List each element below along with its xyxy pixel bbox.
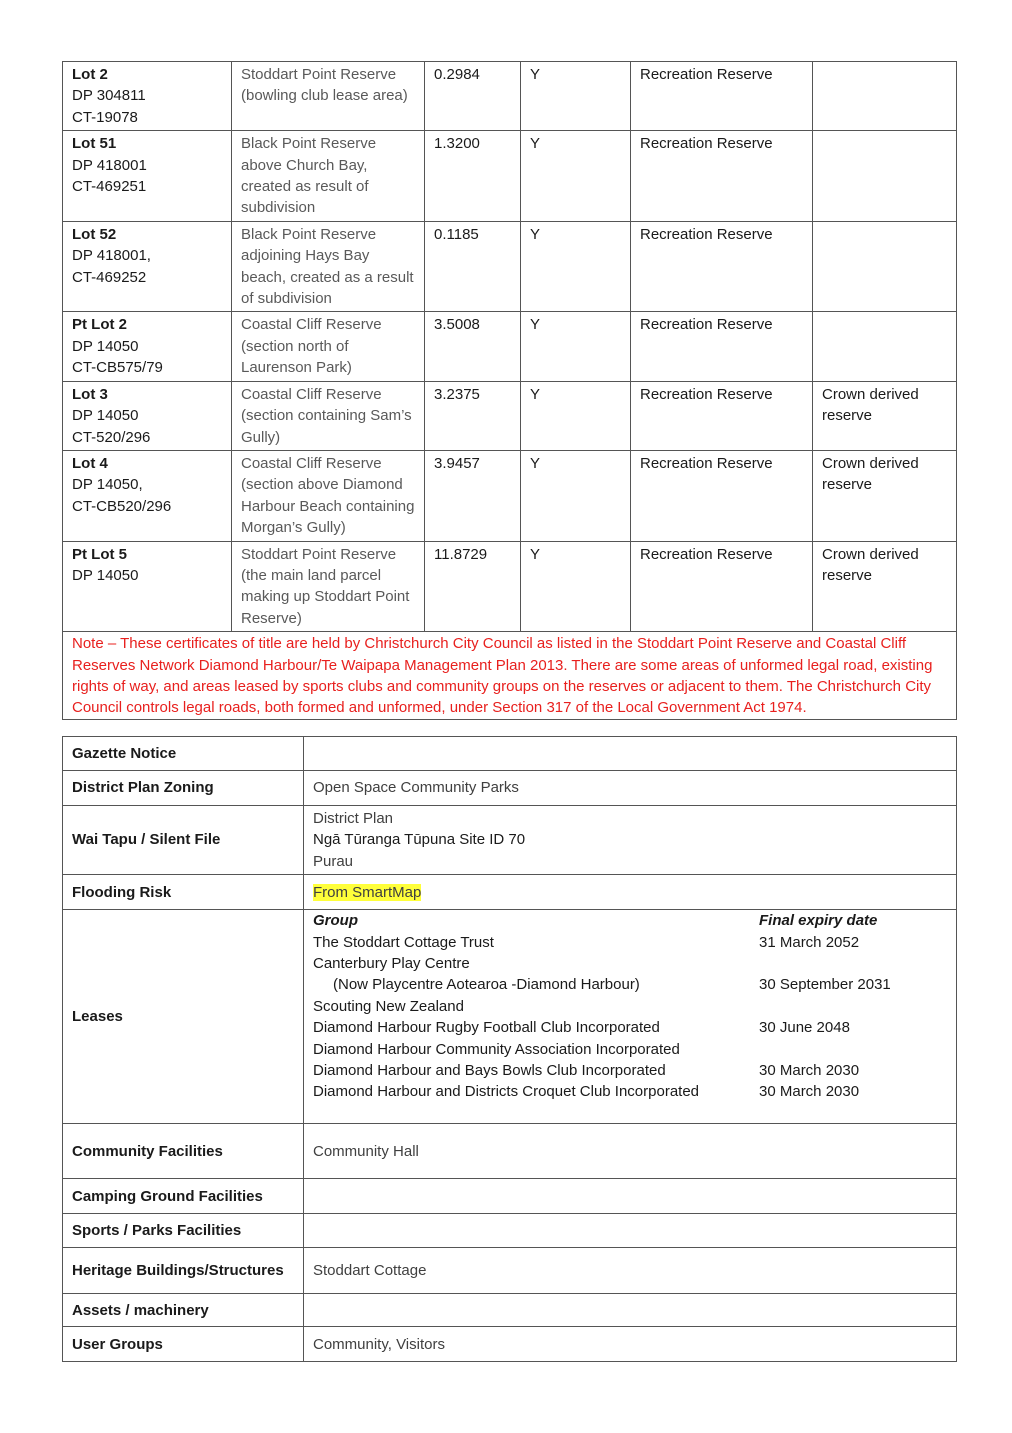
lease-expiry: 30 September 2031	[759, 976, 891, 994]
lease-expiry	[759, 1039, 948, 1060]
lot-classification: Recreation Reserve	[631, 62, 813, 131]
lot-title-line: CT-CB575/79	[72, 359, 163, 377]
row-wai-tapu	[63, 806, 957, 875]
lot-notes	[813, 221, 957, 312]
lot-title-line: DP 14050	[72, 407, 139, 425]
user-groups-label: User Groups	[63, 1327, 304, 1362]
gazette-value	[304, 737, 957, 771]
lot-flag: Y	[521, 62, 631, 131]
lease-row	[313, 996, 948, 1017]
lease-row	[313, 953, 948, 974]
assets-label: Assets / machinery	[63, 1294, 304, 1327]
lot-identifier	[63, 62, 232, 131]
lot-description: Black Point Reserve adjoining Hays Bay beach, created as a result of subdivision	[232, 221, 425, 312]
lot-row	[63, 312, 957, 381]
lot-number: Pt Lot 5	[72, 545, 127, 563]
lot-description: Black Point Reserve above Church Bay, created as result of subdivision	[232, 131, 425, 222]
lease-group: Canterbury Play Centre	[313, 955, 470, 973]
lot-row	[63, 381, 957, 450]
lots-body	[63, 62, 957, 632]
lot-number: Lot 4	[72, 454, 108, 472]
row-user-groups	[63, 1327, 957, 1362]
lease-row	[313, 1081, 948, 1102]
lot-notes: Crown derived reserve	[813, 450, 957, 541]
wai-tapu-label: Wai Tapu / Silent File	[63, 806, 304, 875]
wai-tapu-line: District Plan	[313, 810, 394, 827]
zoning-label: District Plan Zoning	[63, 771, 304, 806]
row-assets	[63, 1294, 957, 1327]
lease-group: (Now Playcentre Aotearoa -Diamond Harbour)	[333, 976, 640, 994]
lot-classification: Recreation Reserve	[631, 221, 813, 312]
gazette-label: Gazette Notice	[63, 737, 304, 771]
lot-notes: Crown derived reserve	[813, 381, 957, 450]
lot-title-line: CT-520/296	[72, 428, 151, 446]
lot-title-line: DP 418001,	[72, 247, 151, 265]
lot-title-line: CT-CB520/296	[72, 497, 172, 515]
user-groups-value: Community, Visitors	[304, 1327, 957, 1362]
zoning-value: Open Space Community Parks	[304, 771, 957, 806]
lot-number: Lot 3	[72, 385, 108, 403]
expiry-header: Final expiry date	[759, 912, 878, 930]
wai-tapu-line: Purau	[313, 852, 354, 870]
community-value: Community Hall	[304, 1124, 957, 1179]
lease-group: Diamond Harbour and Bays Bowls Club Incorporated	[313, 1062, 666, 1080]
reserve-details-table	[62, 736, 957, 1362]
lot-description: Stoddart Point Reserve (bowling club lease area)	[232, 62, 425, 131]
lot-row	[63, 221, 957, 312]
lot-classification: Recreation Reserve	[631, 312, 813, 381]
lot-identifier	[63, 221, 232, 312]
lease-group: The Stoddart Cottage Trust	[313, 933, 494, 951]
row-camping	[63, 1179, 957, 1214]
lot-title-line: DP 418001	[72, 156, 147, 174]
lot-classification: Recreation Reserve	[631, 381, 813, 450]
assets-value	[304, 1294, 957, 1327]
lease-row	[313, 1039, 948, 1060]
row-community	[63, 1124, 957, 1179]
lease-group: Diamond Harbour Rugby Football Club Incorporated	[313, 1019, 660, 1037]
lot-identifier	[63, 381, 232, 450]
heritage-value: Stoddart Cottage	[304, 1248, 957, 1294]
lot-number: Lot 51	[72, 135, 117, 153]
lot-notes: Crown derived reserve	[813, 541, 957, 632]
lease-row	[313, 974, 948, 995]
lot-notes	[813, 131, 957, 222]
row-gazette	[63, 737, 957, 771]
lot-title-line: CT-469251	[72, 178, 147, 196]
leases-body	[313, 932, 948, 1103]
lot-title-line: CT-19078	[72, 108, 138, 126]
lot-description: Coastal Cliff Reserve (section north of Laurenson Park)	[232, 312, 425, 381]
sports-value	[304, 1214, 957, 1248]
lease-expiry	[759, 953, 948, 974]
lease-expiry: 30 March 2030	[759, 1083, 860, 1101]
lot-flag: Y	[521, 541, 631, 632]
land-parcels-table	[62, 61, 957, 720]
lot-identifier	[63, 541, 232, 632]
lot-flag: Y	[521, 131, 631, 222]
camping-label: Camping Ground Facilities	[63, 1179, 304, 1214]
lot-title-line: DP 14050,	[72, 476, 143, 494]
lease-row	[313, 1060, 948, 1081]
lot-row	[63, 62, 957, 131]
community-label: Community Facilities	[63, 1124, 304, 1179]
lot-classification: Recreation Reserve	[631, 541, 813, 632]
lot-classification: Recreation Reserve	[631, 450, 813, 541]
lease-group: Diamond Harbour Community Association Incorporated	[313, 1040, 680, 1058]
group-header: Group	[313, 912, 358, 930]
lease-expiry	[759, 996, 948, 1017]
leases-value	[304, 910, 957, 1124]
lot-classification: Recreation Reserve	[631, 131, 813, 222]
lease-group: Scouting New Zealand	[313, 997, 464, 1015]
lot-area: 3.9457	[425, 450, 521, 541]
row-heritage	[63, 1248, 957, 1294]
sports-label: Sports / Parks Facilities	[63, 1214, 304, 1248]
lot-flag: Y	[521, 450, 631, 541]
title-note: Note – These certificates of title are held by Christchurch City Council as listed in the Stoddart Point Reserve and Coastal Cliff Reserves Network Diamond Harbour/Te Waipapa Management Plan 2013. There are some areas of unformed legal road, existing rights of way, and areas leased by sports clubs and community groups on the reserves or adjacent to them. The Christchurch City Council controls legal roads, both formed and unformed, under Section 317 of the Local Government Act 1974.	[63, 632, 957, 720]
lot-identifier	[63, 450, 232, 541]
heritage-label: Heritage Buildings/Structures	[63, 1248, 304, 1294]
lot-area: 0.2984	[425, 62, 521, 131]
lot-number: Pt Lot 2	[72, 316, 127, 334]
lease-group: Diamond Harbour and Districts Croquet Club Incorporated	[313, 1083, 700, 1101]
row-zoning	[63, 771, 957, 806]
wai-tapu-value	[304, 806, 957, 875]
lot-area: 3.5008	[425, 312, 521, 381]
lot-description: Coastal Cliff Reserve (section above Diamond Harbour Beach containing Morgan’s Gully)	[232, 450, 425, 541]
note-row	[63, 632, 957, 720]
lease-row	[313, 1017, 948, 1038]
lot-area: 1.3200	[425, 131, 521, 222]
leases-label: Leases	[63, 910, 304, 1124]
row-flooding	[63, 875, 957, 910]
leases-list	[313, 910, 948, 1103]
lot-area: 3.2375	[425, 381, 521, 450]
lease-expiry: 30 June 2048	[759, 1019, 850, 1037]
lot-identifier	[63, 131, 232, 222]
camping-value	[304, 1179, 957, 1214]
lot-title-line: DP 14050	[72, 337, 139, 355]
wai-tapu-line: Ngā Tūranga Tūpuna Site ID 70	[313, 831, 526, 849]
row-leases	[63, 910, 957, 1124]
row-sports	[63, 1214, 957, 1248]
lot-description: Coastal Cliff Reserve (section containing Sam’s Gully)	[232, 381, 425, 450]
lot-notes	[813, 312, 957, 381]
lot-title-line: CT-469252	[72, 268, 147, 286]
lot-row	[63, 541, 957, 632]
lot-number: Lot 52	[72, 225, 117, 243]
lot-row	[63, 450, 957, 541]
lot-flag: Y	[521, 312, 631, 381]
lot-flag: Y	[521, 221, 631, 312]
lot-title-line: DP 304811	[72, 87, 146, 105]
lot-row	[63, 131, 957, 222]
lot-area: 0.1185	[425, 221, 521, 312]
flooding-label: Flooding Risk	[63, 875, 304, 910]
lot-description: Stoddart Point Reserve (the main land parcel making up Stoddart Point Reserve)	[232, 541, 425, 632]
smartmap-link[interactable]: From SmartMap	[313, 883, 422, 901]
lot-flag: Y	[521, 381, 631, 450]
lot-notes	[813, 62, 957, 131]
leases-header	[313, 910, 948, 931]
lot-title-line: DP 14050	[72, 566, 139, 584]
lease-row	[313, 932, 948, 953]
lot-number: Lot 2	[72, 66, 108, 83]
lot-identifier	[63, 312, 232, 381]
lease-expiry: 30 March 2030	[759, 1062, 860, 1080]
lot-area: 11.8729	[425, 541, 521, 632]
lease-expiry: 31 March 2052	[759, 933, 860, 951]
